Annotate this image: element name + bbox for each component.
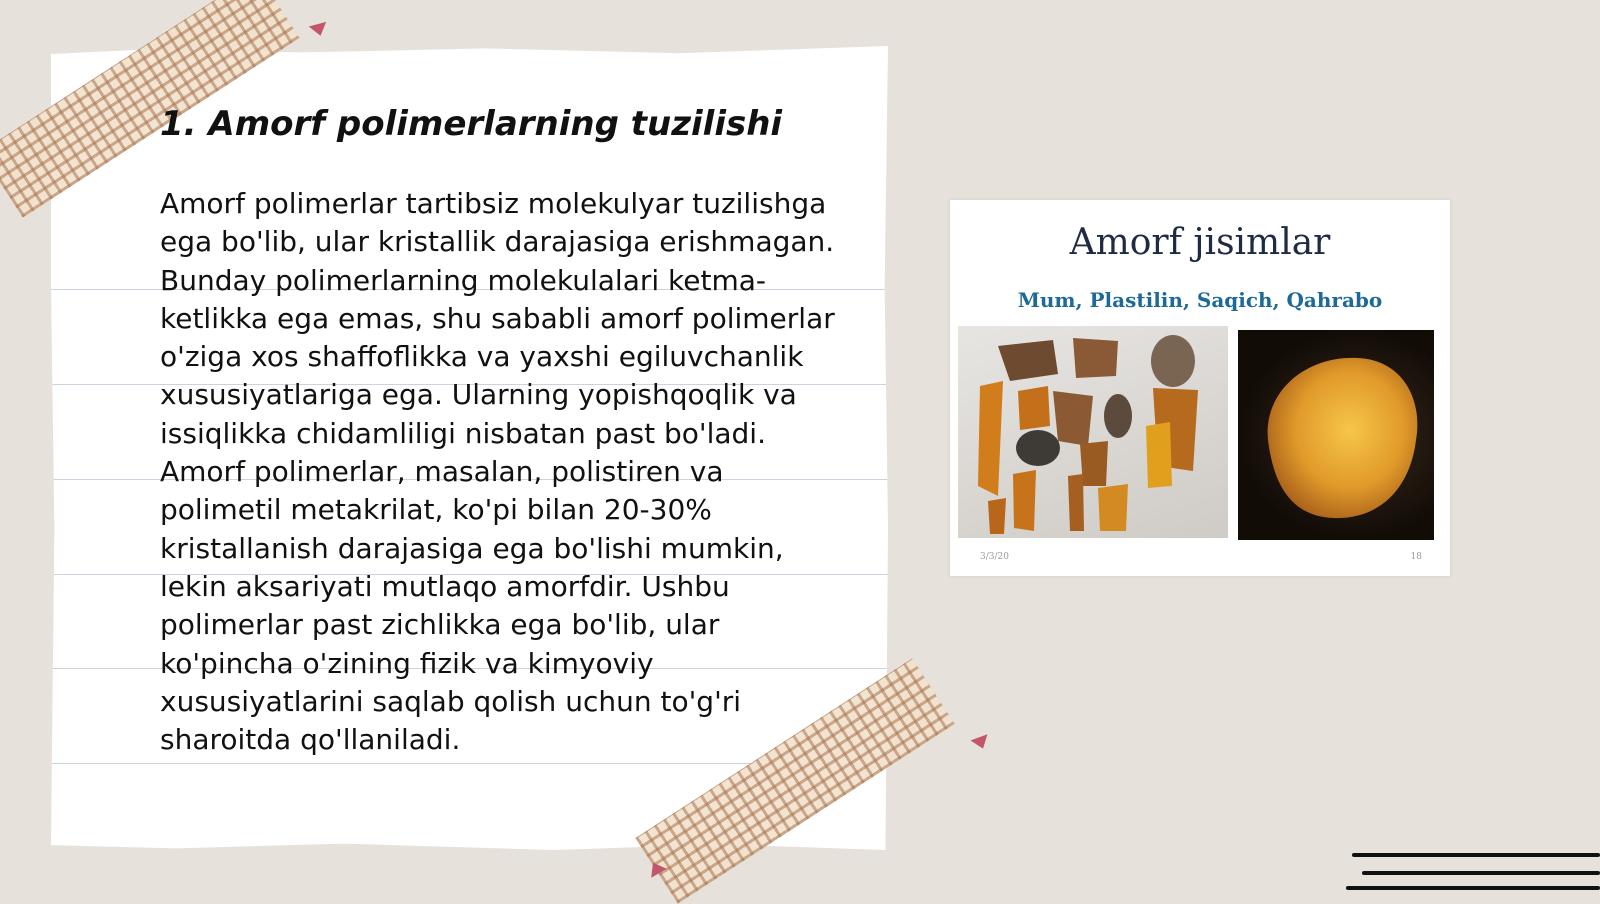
- brush-stroke: [1362, 871, 1600, 875]
- tape-pin-icon: [309, 22, 329, 38]
- section-body: Amorf polimerlar tartibsiz molekulyar tuzilishga ega bo'lib, ular kristallik darajasiga erishmagan. Bunday polimerlarning molekulalari ketma-ketlikka ega emas, shu sababli amorf polimerlar o'ziga xos shaffoflikka va yaxshi egiluvchanlik xususiyatlariga ega. Ularning yopishqoqlik va issiqlikka chidamliligi nisbatan past bo'ladi. Amorf polimerlar, masalan, polistiren va polimetil metakrilat, ko'pi bilan 20-30% kristallanish darajasiga ega bo'lishi mumkin, lekin aksariyati mutlaqo amorfdir. Ushbu polimerlar past zichlikka ega bo'lib, ular ko'pincha o'zining fizik va kimyoviy xususiyatlarini saqlab qolish uchun to'g'ri sharoitda qo'llaniladi.: [160, 187, 835, 757]
- figure-footer-page: 18: [1410, 552, 1422, 562]
- amber-stone-illustration: [1238, 330, 1434, 540]
- brush-stroke: [1346, 886, 1600, 890]
- figure-subtitle: Mum, Plastilin, Saqich, Qahrabo: [1017, 288, 1383, 312]
- amber-pieces-illustration: [958, 326, 1228, 538]
- brush-stroke: [1352, 853, 1600, 857]
- amorphous-solids-image: [950, 200, 1450, 576]
- amber-stone-photo: [1238, 330, 1434, 540]
- figure-footer-date: 3/3/20: [980, 552, 1009, 562]
- tape-pin-icon: [970, 734, 991, 751]
- amber-pieces-photo: [958, 326, 1228, 538]
- figure-title: Amorf jisimlar: [1069, 222, 1331, 263]
- section-title: 1. Amorf polimerlarning tuzilishi: [160, 104, 783, 144]
